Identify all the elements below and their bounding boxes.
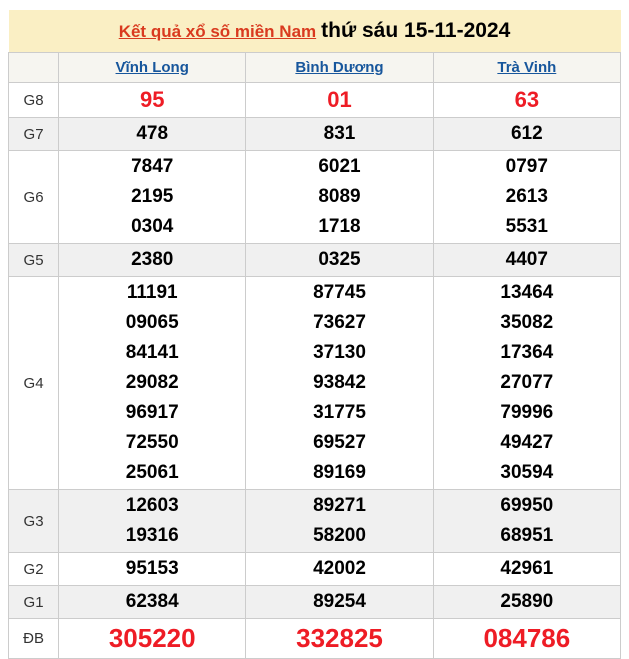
result-number: 35082 bbox=[500, 312, 554, 333]
result-number: 831 bbox=[323, 123, 356, 144]
prize-row-G6 bbox=[9, 151, 621, 244]
draw-date-text: thứ sáu 15-11-2024 bbox=[321, 19, 511, 42]
result-number: 8089 bbox=[318, 186, 361, 207]
prize-row-G5 bbox=[9, 244, 621, 277]
prize-label: G6 bbox=[9, 151, 59, 244]
column-header-vinh-long bbox=[59, 53, 246, 83]
prize-label: G3 bbox=[9, 490, 59, 553]
prize-row-G8 bbox=[9, 83, 621, 118]
corner-cell bbox=[9, 53, 59, 83]
result-cell bbox=[246, 619, 433, 659]
result-number: 96917 bbox=[125, 402, 179, 423]
column-header-tra-vinh bbox=[433, 53, 620, 83]
result-number: 5531 bbox=[505, 216, 548, 237]
result-number: 89271 bbox=[313, 495, 366, 516]
result-number: 62384 bbox=[125, 591, 179, 612]
result-cell bbox=[246, 553, 433, 586]
result-cell bbox=[59, 118, 246, 151]
result-number: 73627 bbox=[313, 312, 366, 333]
result-number: 01 bbox=[327, 87, 352, 112]
prize-label: G8 bbox=[9, 83, 59, 118]
prize-row-G7 bbox=[9, 118, 621, 151]
result-number: 42002 bbox=[313, 558, 366, 579]
prize-row-G3 bbox=[9, 490, 621, 553]
column-header-binh-duong bbox=[246, 53, 433, 83]
result-number: 84141 bbox=[125, 342, 179, 363]
result-number: 6021 bbox=[318, 156, 361, 177]
result-cell bbox=[59, 586, 246, 619]
result-number: 69527 bbox=[313, 432, 366, 453]
result-cell bbox=[246, 490, 433, 553]
result-number: 72550 bbox=[125, 432, 179, 453]
lottery-results-table bbox=[8, 10, 621, 659]
result-number: 19316 bbox=[125, 525, 179, 546]
result-number: 332825 bbox=[296, 623, 383, 653]
result-cell bbox=[246, 118, 433, 151]
result-cell bbox=[433, 586, 620, 619]
result-number: 612 bbox=[510, 123, 543, 144]
result-number: 305220 bbox=[108, 623, 196, 653]
result-number: 1718 bbox=[318, 216, 361, 237]
result-number: 89254 bbox=[313, 591, 366, 612]
result-number: 42961 bbox=[500, 558, 554, 579]
result-number: 95153 bbox=[125, 558, 179, 579]
result-cell bbox=[433, 83, 620, 118]
result-cell bbox=[246, 244, 433, 277]
column-header-row bbox=[9, 53, 621, 83]
result-number: 7847 bbox=[131, 156, 174, 177]
result-number: 12603 bbox=[125, 495, 179, 516]
result-cell bbox=[433, 118, 620, 151]
result-number: 79996 bbox=[500, 402, 554, 423]
result-number: 29082 bbox=[125, 372, 179, 393]
prize-label: G1 bbox=[9, 586, 59, 619]
prize-label: G5 bbox=[9, 244, 59, 277]
result-number: 31775 bbox=[313, 402, 366, 423]
result-number: 0797 bbox=[505, 156, 548, 177]
result-cell bbox=[59, 244, 246, 277]
prize-row-G2 bbox=[9, 553, 621, 586]
result-number: 95 bbox=[139, 87, 165, 112]
prize-label: G7 bbox=[9, 118, 59, 151]
result-number: 68951 bbox=[500, 525, 554, 546]
result-number: 49427 bbox=[500, 432, 554, 453]
result-cell bbox=[59, 277, 246, 490]
result-number: 2195 bbox=[131, 186, 174, 207]
result-cell bbox=[59, 83, 246, 118]
page-title bbox=[9, 10, 621, 53]
result-number: 2613 bbox=[505, 186, 548, 207]
result-number: 4407 bbox=[505, 249, 548, 270]
result-cell bbox=[246, 277, 433, 490]
prize-row-G1 bbox=[9, 586, 621, 619]
title-row bbox=[9, 10, 621, 53]
result-cell bbox=[433, 244, 620, 277]
result-number: 25890 bbox=[500, 591, 554, 612]
result-cell bbox=[59, 490, 246, 553]
result-number: 084786 bbox=[483, 623, 571, 653]
result-number: 69950 bbox=[500, 495, 554, 516]
result-number: 13464 bbox=[500, 282, 554, 303]
result-cell bbox=[433, 490, 620, 553]
result-cell bbox=[59, 151, 246, 244]
result-number: 0325 bbox=[318, 249, 361, 270]
result-cell bbox=[433, 553, 620, 586]
region-title-link[interactable]: Kết quả xổ số miền Nam bbox=[118, 22, 317, 41]
result-number: 93842 bbox=[313, 372, 366, 393]
result-cell bbox=[433, 619, 620, 659]
result-number: 17364 bbox=[500, 342, 554, 363]
result-cell bbox=[246, 586, 433, 619]
prize-label: ĐB bbox=[9, 619, 59, 659]
result-number: 27077 bbox=[500, 372, 554, 393]
result-number: 25061 bbox=[125, 462, 179, 483]
result-number: 30594 bbox=[500, 462, 554, 483]
result-number: 11191 bbox=[126, 282, 178, 303]
result-number: 478 bbox=[136, 123, 169, 144]
result-cell bbox=[433, 277, 620, 490]
prize-row-G4 bbox=[9, 277, 621, 490]
result-number: 58200 bbox=[313, 525, 366, 546]
result-number: 37130 bbox=[313, 342, 366, 363]
province-link-binh-duong[interactable]: Bình Dương bbox=[295, 58, 384, 76]
result-number: 87745 bbox=[313, 282, 366, 303]
province-link-vinh-long[interactable]: Vĩnh Long bbox=[115, 58, 189, 76]
result-cell bbox=[59, 553, 246, 586]
result-number: 09065 bbox=[125, 312, 179, 333]
result-cell bbox=[433, 151, 620, 244]
result-cell bbox=[246, 151, 433, 244]
prize-label: G4 bbox=[9, 277, 59, 490]
result-number: 0304 bbox=[131, 216, 174, 237]
results-body bbox=[9, 83, 621, 659]
province-link-tra-vinh[interactable]: Trà Vinh bbox=[497, 58, 557, 76]
prize-row-ĐB bbox=[9, 619, 621, 659]
result-number: 63 bbox=[514, 87, 540, 112]
prize-label: G2 bbox=[9, 553, 59, 586]
result-cell bbox=[246, 83, 433, 118]
result-number: 2380 bbox=[131, 249, 174, 270]
result-number: 89169 bbox=[313, 462, 366, 483]
result-cell bbox=[59, 619, 246, 659]
